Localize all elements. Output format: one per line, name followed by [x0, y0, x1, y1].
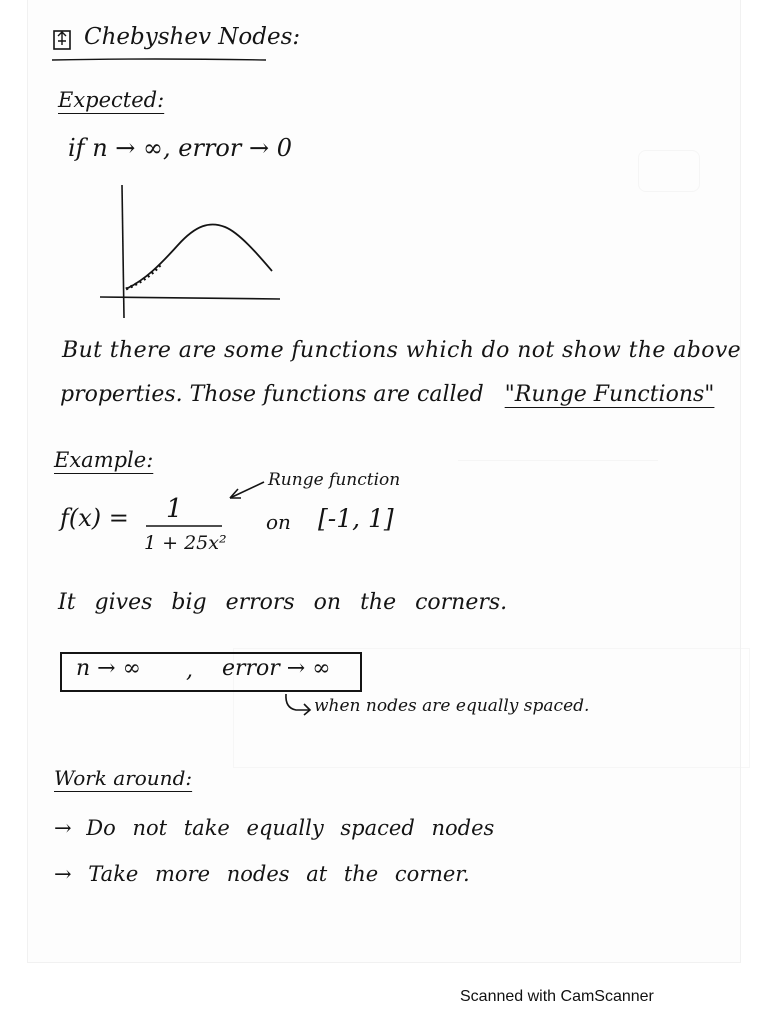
- corner-errors-statement: It gives big errors on the corners.: [58, 590, 508, 615]
- fraction-denominator: 1 + 25x²: [144, 532, 227, 554]
- bullet-1: [54, 816, 494, 840]
- bullet-arrow-icon: →: [54, 862, 72, 886]
- convergence-sketch: [100, 185, 285, 325]
- sketch-curve: [126, 224, 272, 289]
- function-lhs: f(x) =: [60, 504, 129, 532]
- limit-statement: if n → ∞, error → 0: [68, 134, 292, 162]
- title-underline: [52, 58, 267, 62]
- hook-arrow-icon: [282, 694, 312, 718]
- equal-spacing-condition: when nodes are equally spaced.: [314, 696, 590, 716]
- bleed-through-mark: [458, 460, 658, 461]
- fraction-numerator: 1: [166, 494, 183, 524]
- boxed-limit: [60, 652, 362, 692]
- runge-line-1: But there are some functions which do not show the above: [62, 338, 742, 363]
- expected-heading: Expected:: [58, 88, 165, 112]
- scanner-credit: Scanned with CamScanner: [460, 988, 654, 1005]
- bullet-2: [54, 862, 470, 886]
- page-title: Chebyshev Nodes:: [84, 24, 301, 50]
- bullet-arrow-icon: →: [54, 816, 72, 840]
- boxed-limit-comma: ,: [186, 658, 193, 683]
- boxed-limit-n: n → ∞: [76, 656, 141, 681]
- workaround-heading: Work around:: [54, 766, 193, 790]
- runge-function-annotation: Runge function: [268, 470, 401, 490]
- fraction-bar: [146, 524, 226, 528]
- bullet-2-text: Take more nodes at the corner.: [88, 862, 470, 886]
- boxed-limit-error: error → ∞: [222, 656, 331, 681]
- interval-value: [-1, 1]: [318, 504, 394, 533]
- sketch-x-axis: [100, 297, 280, 299]
- note-box-icon: [52, 28, 74, 52]
- interval-word: on: [266, 510, 291, 534]
- runge-line-2-text: properties. Those functions are called: [60, 382, 484, 407]
- runge-functions-term: "Runge Functions": [504, 382, 715, 407]
- example-heading: Example:: [54, 448, 154, 472]
- bullet-1-text: Do not take equally spaced nodes: [86, 816, 495, 840]
- bleed-through-mark: [638, 150, 700, 192]
- annotation-arrow: [226, 478, 266, 502]
- runge-line-2: [60, 382, 714, 407]
